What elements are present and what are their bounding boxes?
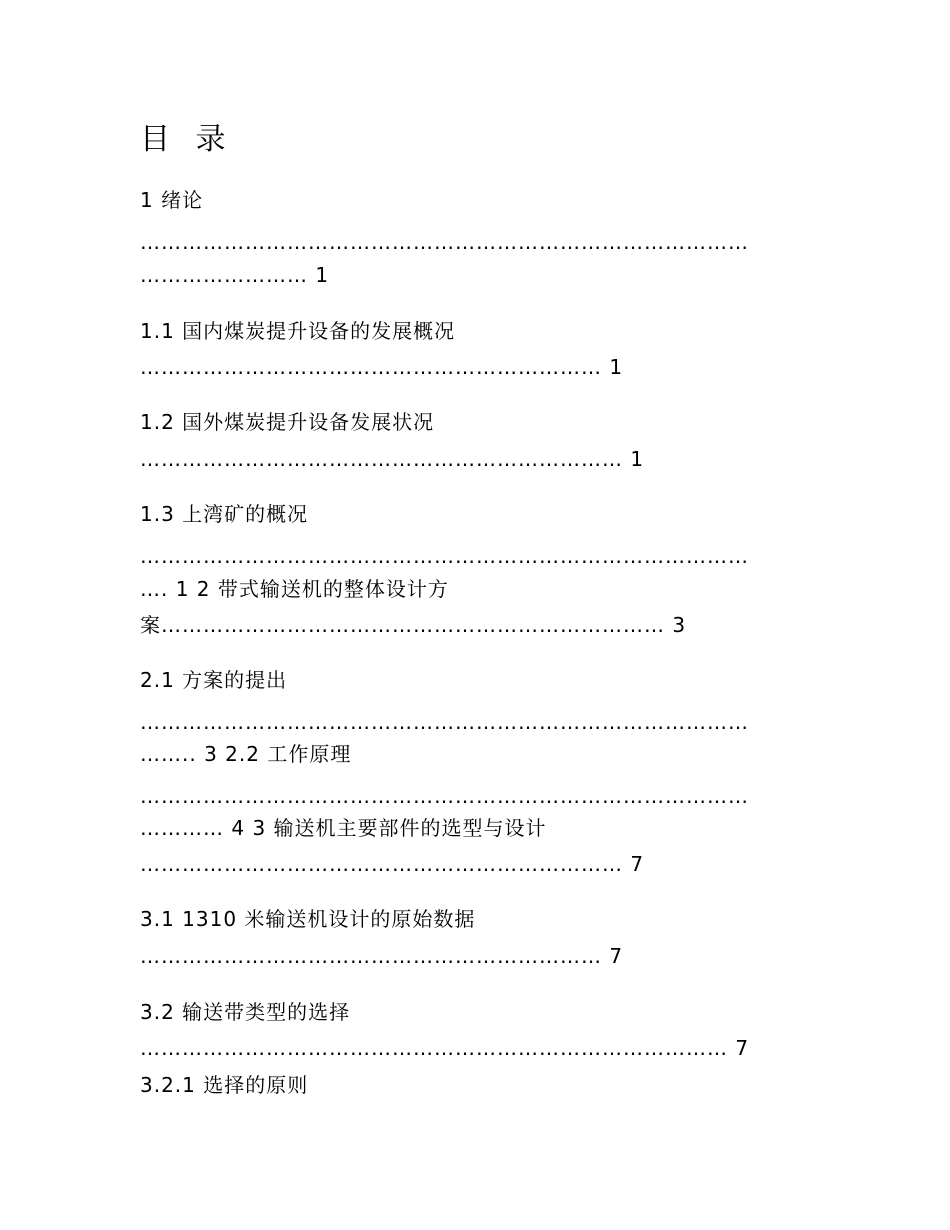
- toc-entry-2-1: 2.1 方案的提出: [140, 668, 288, 692]
- toc-entry-1-1: 1.1 国内煤炭提升设备的发展概况: [140, 319, 456, 343]
- toc-entry-1-2: 1.2 国外煤炭提升设备发展状况: [140, 410, 435, 434]
- toc-leader-page: …………………………………………………………… 1: [140, 447, 645, 471]
- toc-entry-2: …. 1 2 带式输送机的整体设计方: [140, 577, 449, 601]
- toc-entry-3-2: 3.2 输送带类型的选择: [140, 1000, 351, 1024]
- toc-leader-line: ……………………………………………………………………………: [140, 544, 749, 568]
- toc-leader-line: ……………………………………………………………………………: [140, 784, 749, 808]
- toc-entry-2-2: …….. 3 2.2 工作原理: [140, 742, 352, 766]
- toc-entry-1-3: 1.3 上湾矿的概况: [140, 502, 309, 526]
- toc-leader-page: ………………………………………………………… 7: [140, 944, 624, 968]
- toc-entry-1: 1 绪论: [140, 188, 204, 212]
- toc-leader-page: ………………………………………………………… 1: [140, 355, 624, 379]
- toc-entry-3-2-1: 3.2.1 选择的原则: [140, 1073, 309, 1097]
- toc-leader-page: …………………………………………………………… 7: [140, 852, 645, 876]
- toc-leader-line: ……………………………………………………………………………: [140, 230, 749, 254]
- toc-leader-line: ……………………………………………………………………………: [140, 710, 749, 734]
- toc-leader-page: 案……………………………………………………………… 3: [140, 613, 687, 637]
- toc-entry-3-1: 3.1 1310 米输送机设计的原始数据: [140, 907, 476, 931]
- toc-leader-page: …………………… 1: [140, 263, 330, 287]
- toc-title: 目 录: [140, 122, 234, 157]
- toc-leader-page: ………………………………………………………………………… 7: [140, 1036, 750, 1060]
- toc-entry-3: ………… 4 3 输送机主要部件的选型与设计: [140, 816, 547, 840]
